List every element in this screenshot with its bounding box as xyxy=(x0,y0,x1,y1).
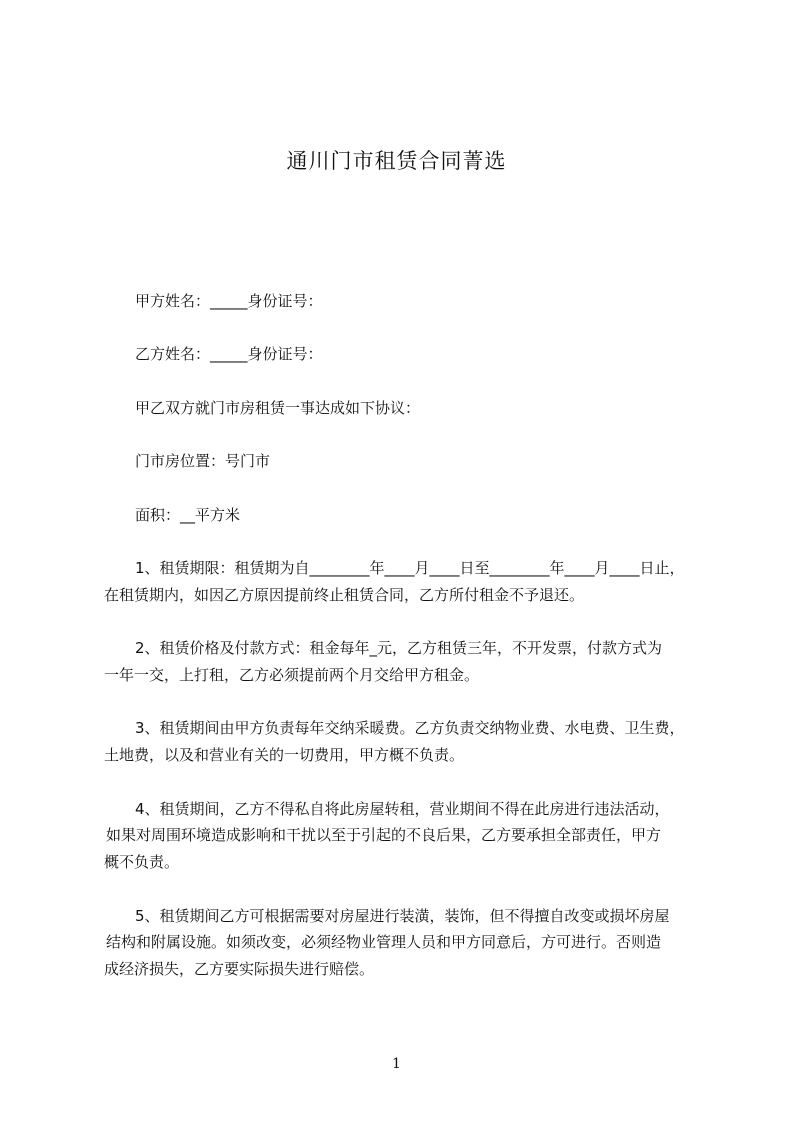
clause-4-line-1: 4、租赁期间，乙方不得私自将此房屋转租，营业期间不得在此房进行违法活动， xyxy=(135,800,670,818)
clause-5-line-2: 结构和附属设施。如须改变，必须经物业管理人员和甲方同意后，方可进行。否则造 xyxy=(106,933,662,951)
clause-3-line-1: 3、租赁期间由甲方负责每年交纳采暖费。乙方负责交纳物业费、水电费、卫生费， xyxy=(135,719,685,737)
clause-2-line-1: 2、租赁价格及付款方式：租金每年_元，乙方租赁三年，不开发票，付款方式为 xyxy=(135,639,663,657)
party-b-line: 乙方姓名：_____身份证号： xyxy=(135,345,323,363)
intro-line: 甲乙双方就门市房租赁一事达成如下协议： xyxy=(135,399,421,417)
clause-4-line-3: 概不负责。 xyxy=(104,853,180,871)
area-line: 面积：__平方米 xyxy=(135,506,241,524)
clause-2-line-2: 一年一交，上打租，乙方必须提前两个月交给甲方租金。 xyxy=(104,666,480,684)
document-title: 通川门市租赁合同菁选 xyxy=(286,149,507,173)
clause-1-line-1: 1、租赁期限：租赁期为自________年____月____日至________年____月____日止， xyxy=(135,559,685,577)
clause-5-line-1: 5、租赁期间乙方可根据需要对房屋进行装潢，装饰，但不得擅自改变或损坏房屋 xyxy=(135,907,670,925)
clause-5-line-3: 成经济损失，乙方要实际损失进行赔偿。 xyxy=(104,960,375,978)
clause-3-line-2: 土地费，以及和营业有关的一切费用，甲方概不负责。 xyxy=(104,746,465,764)
party-a-line: 甲方姓名：_____身份证号： xyxy=(135,292,323,310)
clause-4-line-2: 如果对周围环境造成影响和干扰以至于引起的不良后果，乙方要承担全部责任，甲方 xyxy=(106,826,662,844)
page-number: 1 xyxy=(392,1056,401,1072)
location-line: 门市房位置：号门市 xyxy=(135,452,271,470)
clause-1-line-2: 在租赁期内，如因乙方原因提前终止租赁合同，乙方所付租金不予退还。 xyxy=(104,586,585,604)
